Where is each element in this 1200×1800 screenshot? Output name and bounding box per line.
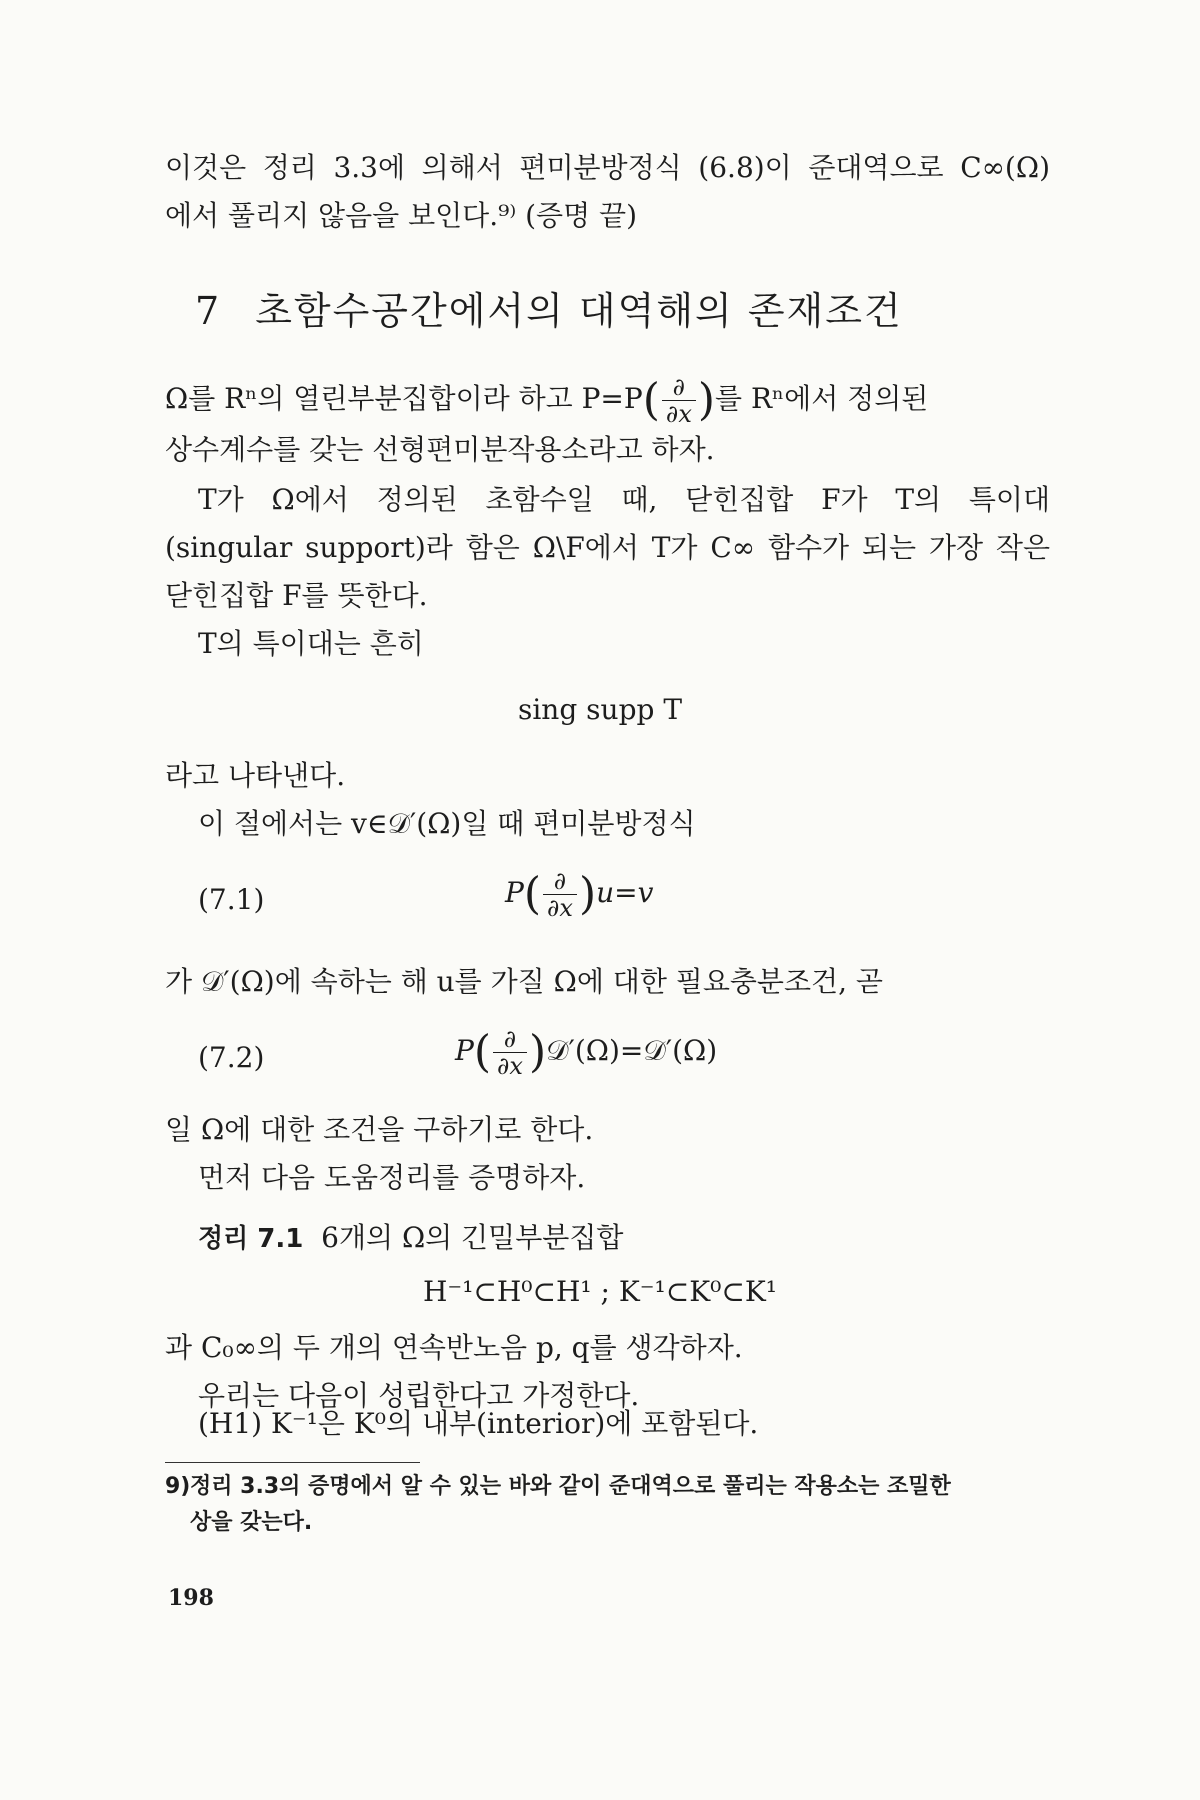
theorem-line [198, 1218, 1050, 1259]
footnote-line1: 정리 3.3의 증명에서 알 수 있는 바와 같이 준대역으로 풀리는 작용소는 조밀한 [190, 1474, 951, 1499]
para3-line2: (singular support)라 함은 Ω\F에서 T가 C∞ 함수가 되는 가장 작은 [165, 531, 1050, 564]
equation-7-2: P( $\frac{\partial}{\partial x}$ )𝒟′(Ω)=𝒟′(Ω) [455, 1025, 718, 1080]
theorem-hypothesis-h1: (H1) K⁻¹은 K⁰의 내부(interior)에 포함된다. [198, 1407, 759, 1440]
display-sing-supp: sing supp T [517, 693, 682, 726]
theorem-label: 정리 7.1 [198, 1224, 304, 1254]
theorem-line3: 우리는 다음이 성립한다고 가정한다. [198, 1379, 640, 1412]
page-number: 198 [168, 1585, 214, 1611]
partial-fraction: $\frac{\partial}{\partial x}$ [662, 374, 696, 427]
para4-line2: 라고 나타낸다. [165, 759, 346, 792]
footnote-line2: 상을 갖는다. [190, 1510, 313, 1535]
section-heading [195, 286, 1050, 336]
para3-line3: 닫힌집합 F를 뜻한다. [165, 579, 428, 612]
equation-7-1: P( $\frac{\partial}{\partial x}$ )u=v [505, 867, 654, 922]
para6-line1: 가 𝒟′(Ω)에 속하는 해 u를 가질 Ω에 대한 필요충분조건, 곧 [165, 965, 883, 998]
para2-text-a: Ω를 Rⁿ의 열린부분집합이라 하고 P=P [165, 382, 643, 415]
eq72-label: (7.2) [198, 1041, 265, 1074]
para2-line2: 상수계수를 갖는 선형편미분작용소라고 하자. [165, 433, 715, 466]
para4-line1: T의 특이대는 흔히 [198, 627, 424, 660]
eq71-label: (7.1) [198, 883, 265, 916]
section-title: 초함수공간에서의 대역해의 존재조건 [255, 289, 903, 333]
para7-line2: 먼저 다음 도움정리를 증명하자. [198, 1161, 586, 1194]
para5-line1: 이 절에서는 v∈𝒟′(Ω)일 때 편미분방정식 [198, 807, 696, 840]
para3-line1: T가 Ω에서 정의된 초함수일 때, 닫힌집합 F가 T의 특이대 [198, 483, 1050, 516]
theorem-display: H⁻¹⊂H⁰⊂H¹ ; K⁻¹⊂K⁰⊂K¹ [423, 1275, 777, 1308]
footnote-rule [165, 1462, 420, 1463]
para2-line1: Ω를 Rⁿ의 열린부분집합이라 하고 P=P( $\frac{\partial}{\partial x}$ )를 Rⁿ에서 정의된 [165, 373, 929, 428]
para2-text-b: 를 Rⁿ에서 정의된 [715, 382, 929, 415]
para7-line1: 일 Ω에 대한 조건을 구하기로 한다. [165, 1113, 594, 1146]
section-number: 7 [195, 289, 222, 333]
theorem-text: 6개의 Ω의 긴밀부분집합 [321, 1221, 624, 1254]
para1-line2: 에서 풀리지 않음을 보인다.⁹⁾ (증명 끝) [165, 199, 638, 232]
theorem-line2: 과 C₀∞의 두 개의 연속반노음 p, q를 생각하자. [165, 1331, 743, 1364]
para1-line1: 이것은 정리 3.3에 의해서 편미분방정식 (6.8)이 준대역으로 C∞(Ω) [165, 151, 1050, 184]
footnote-number: 9) [165, 1474, 191, 1499]
